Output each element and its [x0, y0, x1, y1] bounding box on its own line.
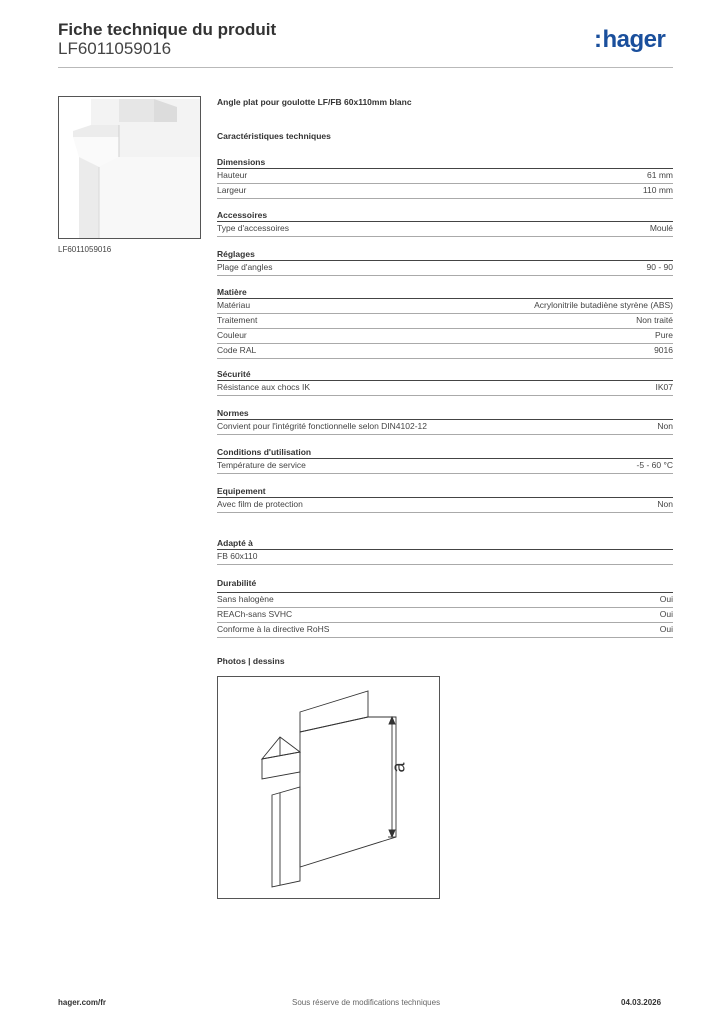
section-title: Normes: [217, 408, 249, 418]
spec-row: REACh-sans SVHC Oui: [217, 609, 673, 619]
section-title: Equipement: [217, 486, 266, 496]
section-title: Matière: [217, 287, 247, 297]
tech-heading: Caractéristiques techniques: [217, 131, 331, 141]
spec-row: Traitement Non traité: [217, 315, 673, 325]
section-title: Adapté à: [217, 538, 253, 548]
row-divider: [217, 198, 673, 199]
row-divider: [217, 473, 673, 474]
footer-notice: Sous réserve de modifications techniques: [292, 998, 441, 1007]
product-title: Angle plat pour goulotte LF/FB 60x110mm blanc: [217, 97, 412, 107]
row-divider: [217, 275, 673, 276]
section-title: Conditions d'utilisation: [217, 447, 312, 457]
header-divider: [58, 67, 673, 68]
footer-website-link[interactable]: hager.com/fr: [58, 998, 107, 1007]
spec-row: Conforme à la directive RoHS Oui: [217, 624, 673, 634]
row-divider: [217, 637, 673, 638]
dimension-label: a: [388, 762, 409, 773]
photos-heading: Photos | dessins: [217, 656, 285, 666]
footer-date: 04.03.2026: [621, 998, 662, 1007]
spec-row: Couleur Pure: [217, 330, 673, 340]
row-divider: [217, 434, 673, 435]
page-title: Fiche technique du produit: [58, 20, 277, 39]
spec-row: Plage d'angles 90 - 90: [217, 262, 673, 272]
spec-row: Largeur 110 mm: [217, 185, 673, 195]
row-divider: [217, 395, 673, 396]
spec-row: Température de service -5 - 60 °C: [217, 460, 673, 470]
row-divider: [217, 358, 673, 359]
spec-row: Convient pour l'intégrité fonctionnelle selon DIN4102-12 Non: [217, 421, 673, 431]
photo-caption: LF6011059016: [58, 245, 112, 254]
spec-row: Avec film de protection Non: [217, 499, 673, 509]
row-divider: [217, 236, 673, 237]
spec-row: Hauteur 61 mm: [217, 170, 673, 180]
spec-row: Résistance aux chocs IK IK07: [217, 382, 673, 392]
spec-row: Type d'accessoires Moulé: [217, 223, 673, 233]
section-title: Dimensions: [217, 157, 266, 167]
section-title: Accessoires: [217, 210, 268, 220]
spec-row: FB 60x110: [217, 551, 258, 561]
section-title: Sécurité: [217, 369, 251, 379]
hager-logo: :hager: [594, 26, 666, 53]
section-title: Réglages: [217, 249, 255, 259]
product-reference: LF6011059016: [58, 39, 172, 58]
spec-row: Code RAL 9016: [217, 345, 673, 355]
technical-drawing: [217, 676, 440, 899]
row-divider: [217, 512, 673, 513]
section-title: Durabilité: [217, 578, 257, 588]
product-photo: [58, 96, 201, 239]
spec-row: Matériau Acrylonitrile butadiène styrène (ABS): [217, 300, 673, 310]
row-divider: [217, 564, 673, 565]
spec-row: Sans halogène Oui: [217, 594, 673, 604]
